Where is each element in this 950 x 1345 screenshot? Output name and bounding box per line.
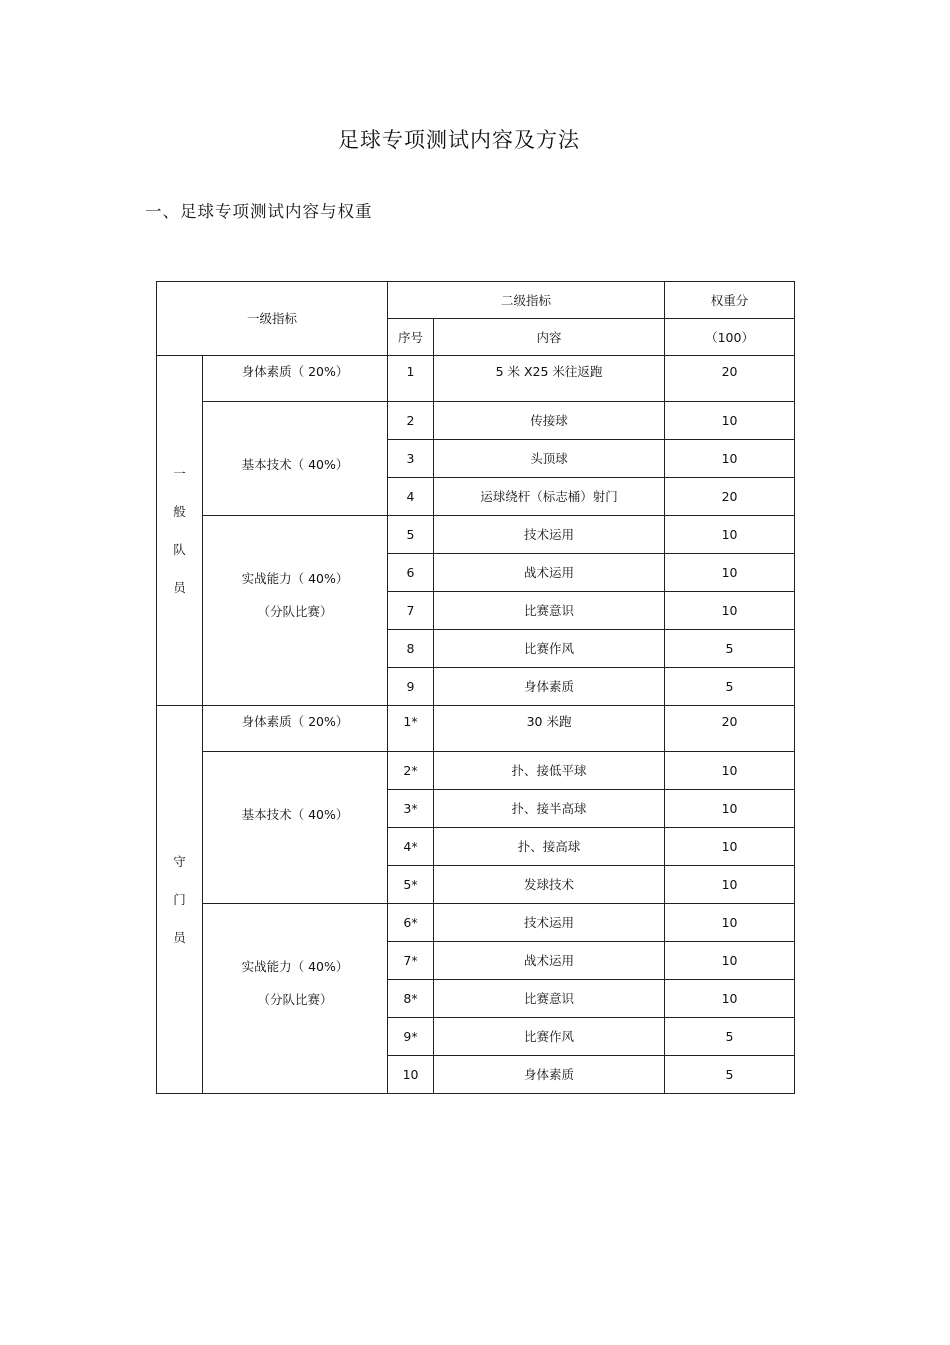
- item-seq: 6*: [388, 904, 434, 942]
- item-weight: 10: [665, 790, 795, 828]
- item-seq: 1: [388, 356, 434, 402]
- header-content: 内容: [434, 319, 665, 356]
- group-name-char: 守: [173, 853, 186, 869]
- item-content: 比赛作风: [434, 1018, 665, 1056]
- header-row: [157, 282, 795, 319]
- item-content: 战术运用: [434, 554, 665, 592]
- category-name: 实战能力（ 40%）: [241, 959, 349, 974]
- item-weight: 10: [665, 980, 795, 1018]
- item-seq: 3: [388, 440, 434, 478]
- item-seq: 5*: [388, 866, 434, 904]
- group-name-char: 员: [173, 579, 186, 595]
- item-weight: 10: [665, 904, 795, 942]
- item-seq: 2: [388, 402, 434, 440]
- section-heading: 一、足球专项测试内容与权重: [145, 202, 373, 221]
- item-seq: 4*: [388, 828, 434, 866]
- table-row: [157, 356, 795, 402]
- item-content: 运球绕杆（标志桶）射门: [434, 478, 665, 516]
- item-seq: 6: [388, 554, 434, 592]
- item-content: 比赛意识: [434, 592, 665, 630]
- item-seq: 7*: [388, 942, 434, 980]
- group-name: [157, 706, 203, 1094]
- table-row: [157, 706, 795, 752]
- category-cell: [203, 752, 388, 904]
- group-name-char: 队: [173, 541, 186, 557]
- item-weight: 10: [665, 440, 795, 478]
- group-name-char: 般: [173, 503, 186, 519]
- header-weight: 权重分: [665, 282, 795, 319]
- item-weight: 10: [665, 516, 795, 554]
- item-content: 比赛作风: [434, 630, 665, 668]
- item-weight: 10: [665, 866, 795, 904]
- item-content: 头顶球: [434, 440, 665, 478]
- item-content: 比赛意识: [434, 980, 665, 1018]
- header-level2: 二级指标: [388, 282, 665, 319]
- table-row: [157, 402, 795, 440]
- item-seq: 8*: [388, 980, 434, 1018]
- table-row: [157, 904, 795, 942]
- table-row: [157, 752, 795, 790]
- item-seq: 3*: [388, 790, 434, 828]
- header-weight-total: （100）: [665, 319, 795, 356]
- item-content: 5 米 X25 米往返跑: [434, 356, 665, 402]
- item-weight: 20: [665, 478, 795, 516]
- item-content: 技术运用: [434, 904, 665, 942]
- item-content: 身体素质: [434, 668, 665, 706]
- item-seq: 5: [388, 516, 434, 554]
- category-cell: [203, 356, 388, 402]
- item-content: 发球技术: [434, 866, 665, 904]
- item-weight: 10: [665, 592, 795, 630]
- category-name: 基本技术（ 40%）: [241, 457, 349, 472]
- item-weight: 5: [665, 1018, 795, 1056]
- item-weight: 10: [665, 828, 795, 866]
- item-seq: 9*: [388, 1018, 434, 1056]
- category-name: 身体素质（ 20%）: [241, 364, 349, 379]
- item-weight: 10: [665, 752, 795, 790]
- document-title: 足球专项测试内容及方法: [338, 128, 580, 152]
- item-weight: 10: [665, 402, 795, 440]
- item-seq: 9: [388, 668, 434, 706]
- item-content: 扑、接半高球: [434, 790, 665, 828]
- category-cell: [203, 402, 388, 516]
- item-weight: 5: [665, 630, 795, 668]
- item-content: 技术运用: [434, 516, 665, 554]
- item-seq: 7: [388, 592, 434, 630]
- group-name-char: 一: [173, 465, 186, 481]
- category-note: （分队比赛）: [257, 604, 333, 619]
- item-content: 30 米跑: [434, 706, 665, 752]
- group-name-char: 员: [173, 929, 186, 945]
- group-name-char: 门: [173, 891, 186, 907]
- table-row: [157, 516, 795, 554]
- category-name: 实战能力（ 40%）: [241, 571, 349, 586]
- item-content: 传接球: [434, 402, 665, 440]
- category-cell: [203, 706, 388, 752]
- item-weight: 5: [665, 1056, 795, 1094]
- category-cell: [203, 904, 388, 1094]
- item-weight: 20: [665, 356, 795, 402]
- item-seq: 4: [388, 478, 434, 516]
- group-name: [157, 356, 203, 706]
- item-seq: 1*: [388, 706, 434, 752]
- weights-table: [156, 281, 795, 1094]
- category-name: 基本技术（ 40%）: [241, 807, 349, 822]
- header-level1: 一级指标: [157, 282, 388, 356]
- item-seq: 10: [388, 1056, 434, 1094]
- item-weight: 5: [665, 668, 795, 706]
- category-note: （分队比赛）: [257, 992, 333, 1007]
- item-seq: 2*: [388, 752, 434, 790]
- item-weight: 10: [665, 554, 795, 592]
- item-content: 扑、接高球: [434, 828, 665, 866]
- item-weight: 10: [665, 942, 795, 980]
- item-content: 扑、接低平球: [434, 752, 665, 790]
- category-name: 身体素质（ 20%）: [241, 714, 349, 729]
- item-content: 战术运用: [434, 942, 665, 980]
- category-cell: [203, 516, 388, 706]
- item-content: 身体素质: [434, 1056, 665, 1094]
- item-seq: 8: [388, 630, 434, 668]
- item-weight: 20: [665, 706, 795, 752]
- header-seq: 序号: [388, 319, 434, 356]
